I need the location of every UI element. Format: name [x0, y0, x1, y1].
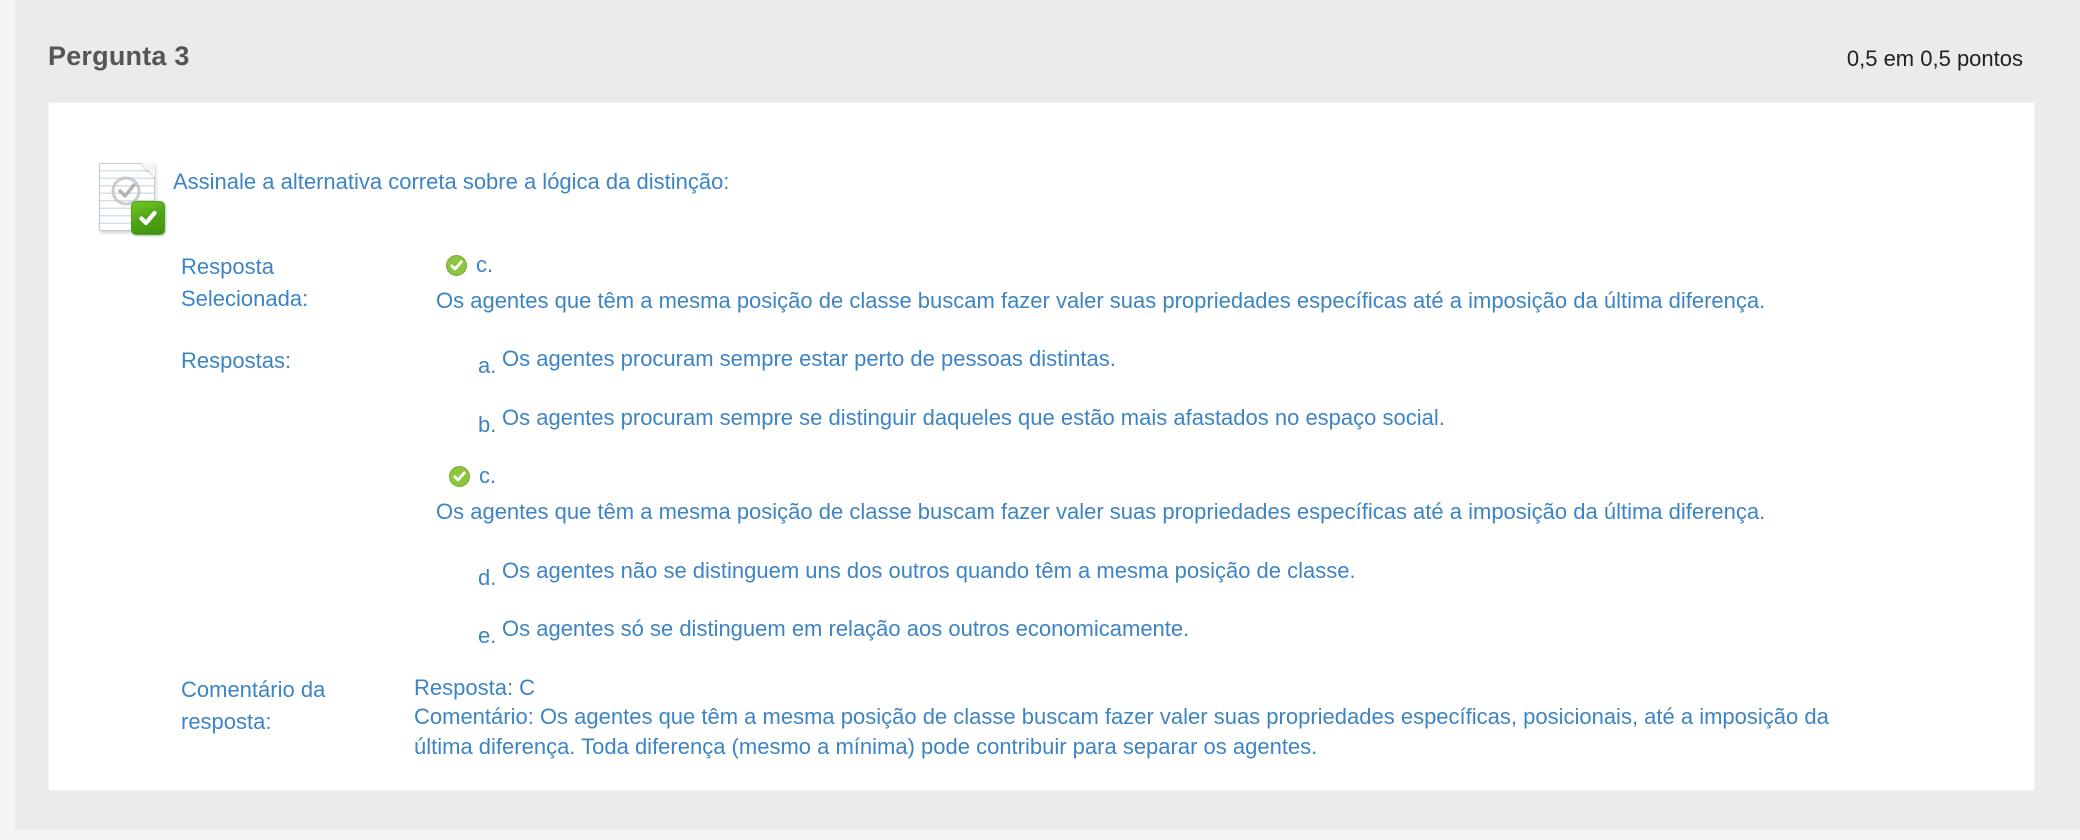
selected-answer-letter-line: [446, 251, 1994, 280]
answer-rows: [181, 251, 1994, 762]
answer-option-b: [436, 404, 1994, 437]
question-answered-icon: [99, 161, 165, 235]
selected-answer-text: Os agentes que têm a mesma posição de classe buscam fazer valer suas propriedades específicas até a imposição da última diferença.: [436, 287, 1766, 313]
feedback-content: [414, 674, 1994, 762]
question-header: [15, 0, 2080, 72]
answers-row: [181, 345, 1994, 674]
correct-answer-icon: [446, 255, 467, 276]
question-title: Pergunta 3: [48, 41, 190, 71]
option-text: Os agentes procuram sempre estar perto de pessoas distintas.: [502, 346, 1116, 372]
feedback-label: Comentário da resposta:: [181, 676, 326, 734]
option-letter: a.: [478, 353, 497, 379]
selected-answer-letter: c.: [476, 252, 494, 277]
option-letter-line: [449, 462, 1994, 491]
correct-answer-icon: [449, 466, 470, 487]
option-letter: d.: [478, 564, 497, 590]
option-text: Os agentes que têm a mesma posição de classe buscam fazer valer suas propriedades específicas até a imposição da última diferença.: [436, 498, 1766, 524]
answer-option-a: [436, 345, 1994, 379]
option-letter: c.: [479, 463, 497, 489]
option-letter: b.: [478, 411, 497, 437]
feedback-comment: Comentário: Os agentes que têm a mesma posição de classe buscam fazer valer suas propriedades específicas, posicionais, até a imposição da última diferença. Toda diferença (mesmo a mínima) pode contribuir para separar os agentes.: [414, 704, 1829, 760]
question-prompt: Assinale a alternativa correta sobre a lógica da distinção:: [173, 169, 730, 194]
feedback-row: [181, 674, 1994, 762]
answers-label: Respostas:: [181, 348, 292, 374]
green-check-badge-icon: [131, 201, 165, 235]
option-text: Os agentes procuram sempre se distinguir daqueles que estão mais afastados no espaço social.: [502, 404, 1445, 430]
points-badge: 0,5 em 0,5 pontos: [1846, 46, 2023, 71]
answer-option-d: [436, 557, 1994, 590]
option-text: Os agentes só se distinguem em relação aos outros economicamente.: [502, 616, 1190, 642]
option-text: Os agentes não se distinguem uns dos outros quando têm a mesma posição de classe.: [502, 557, 1356, 583]
feedback-answer-line: Resposta: C: [414, 674, 536, 700]
question-body: [48, 102, 2035, 791]
answer-option-e: [436, 615, 1994, 649]
option-letter: e.: [478, 623, 497, 649]
selected-answer-label: Resposta Selecionada:: [181, 254, 309, 311]
answer-option-c-correct: [436, 462, 1994, 526]
selected-answer-row: [181, 251, 1994, 315]
question-block: [15, 0, 2080, 830]
question-prompt-row: [99, 161, 1994, 235]
answers-list: [436, 345, 1994, 674]
selected-answer-content: [436, 251, 1994, 315]
